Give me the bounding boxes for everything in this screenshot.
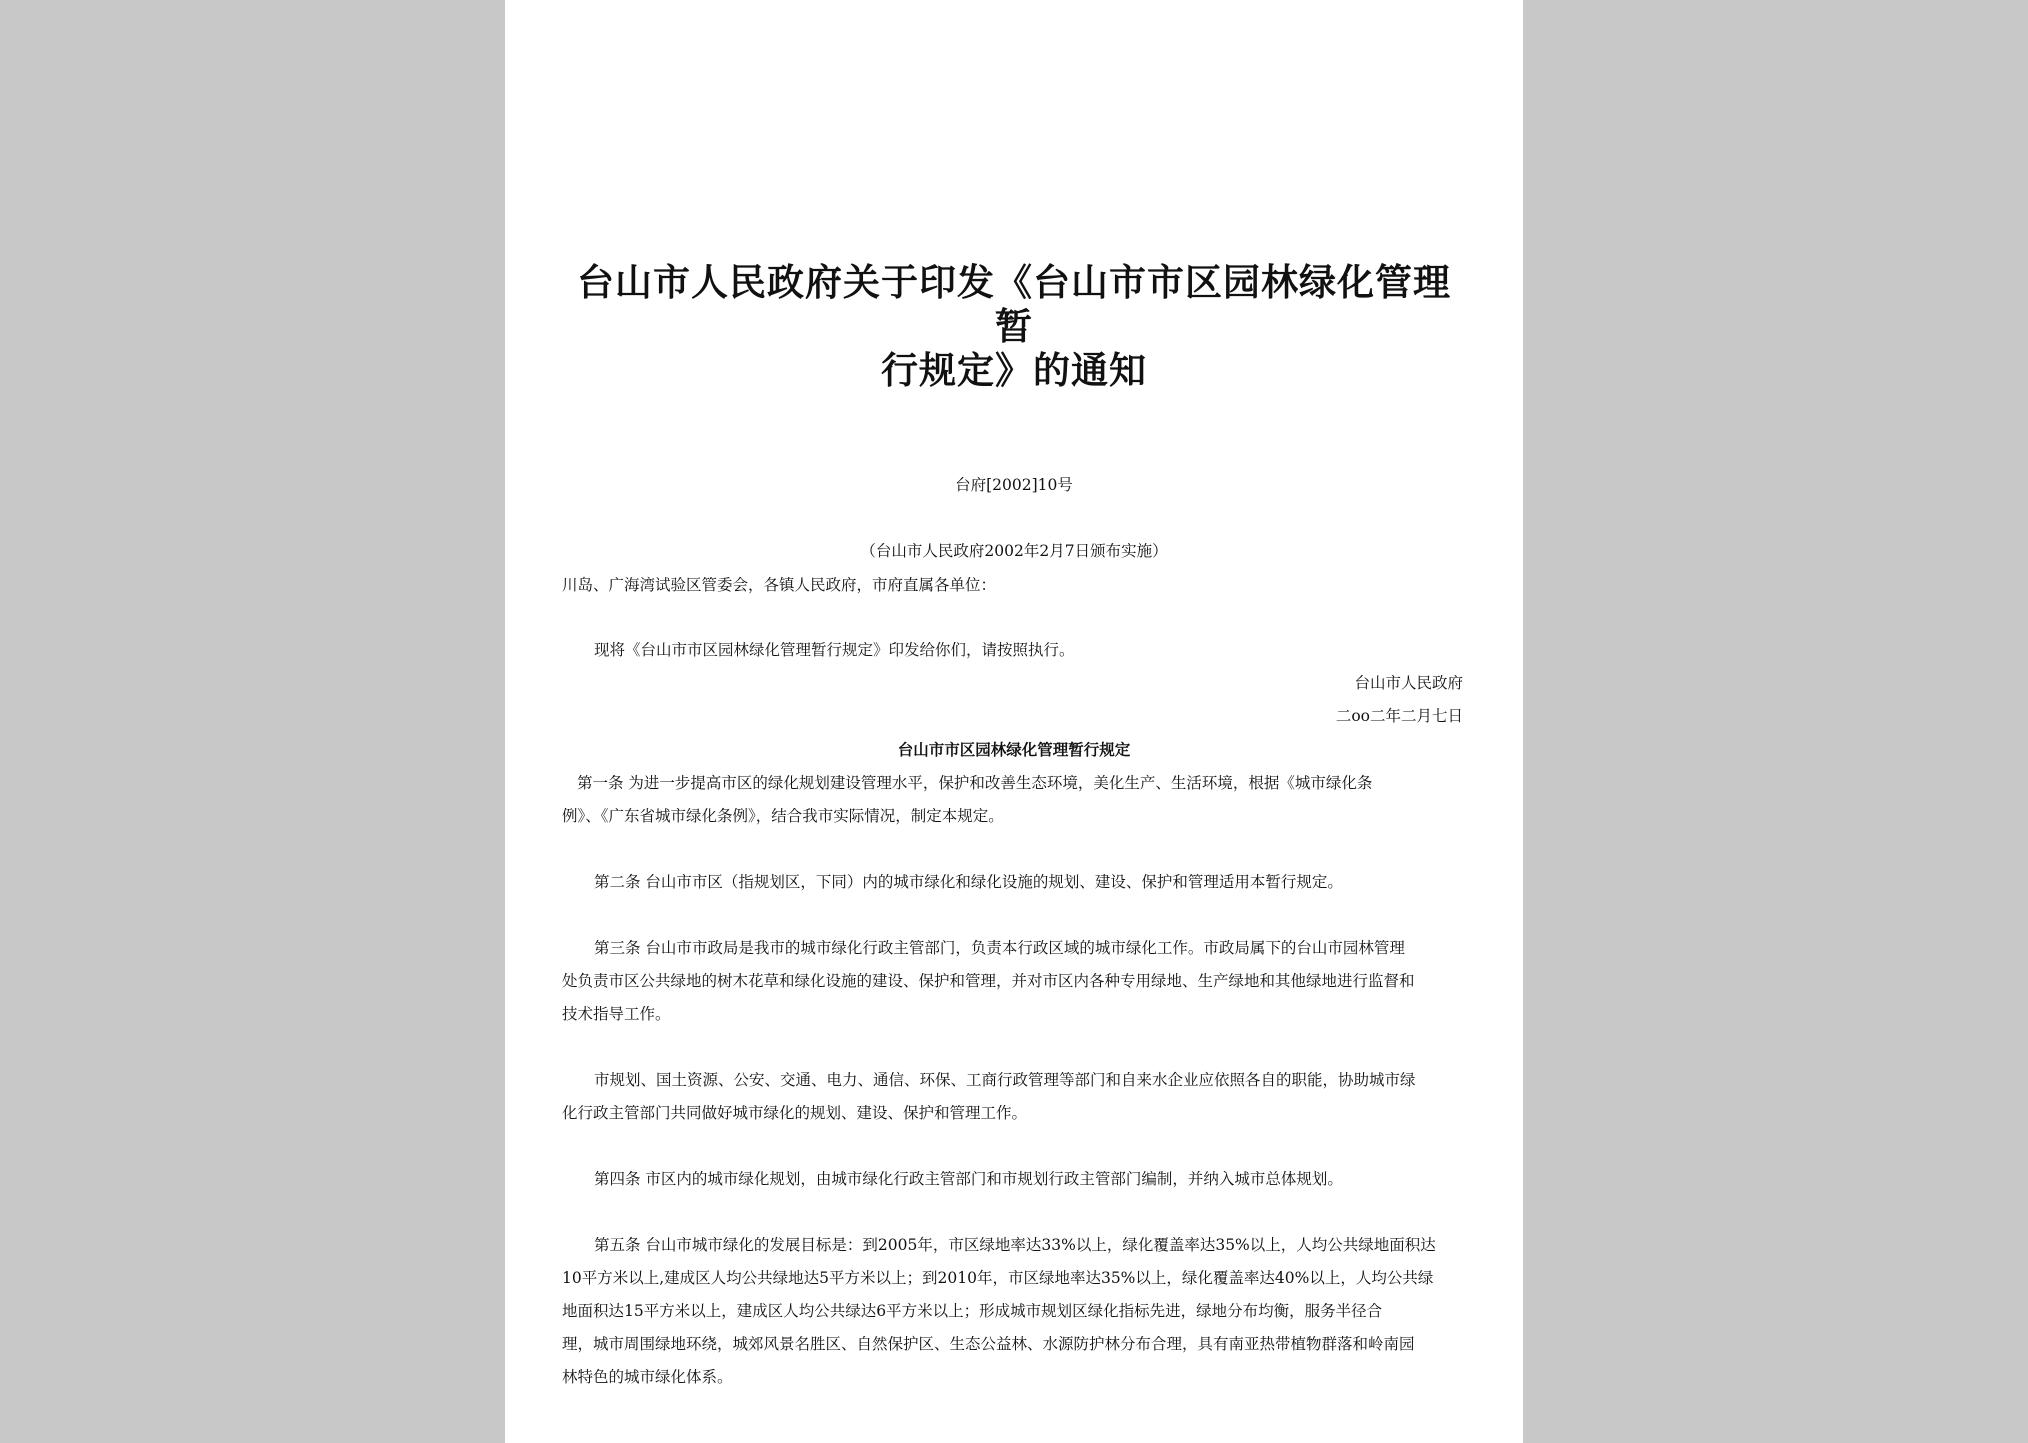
article-4: 第四条 市区内的城市绿化规划，由城市绿化行政主管部门和市规划行政主管部门编制，并纳入城市总体规划。 bbox=[594, 1170, 1343, 1188]
document-page bbox=[505, 0, 1523, 1443]
document-title bbox=[565, 260, 1463, 392]
document-number: 台府[2002]10号 bbox=[955, 476, 1073, 494]
title-line-1: 台山市人民政府关于印发《台山市市区园林绿化管理暂 bbox=[577, 260, 1451, 348]
signatory: 台山市人民政府 bbox=[1354, 674, 1463, 692]
sign-date: 二oo二年二月七日 bbox=[1335, 707, 1463, 725]
article-5-line-1: 第五条 台山市城市绿化的发展目标是：到2005年，市区绿地率达33%以上，绿化覆盖率达35%以上，人均公共绿地面积达 bbox=[594, 1236, 1436, 1254]
article-3-line-3: 技术指导工作。 bbox=[562, 1005, 671, 1023]
article-5-line-5: 林特色的城市绿化体系。 bbox=[562, 1368, 733, 1386]
paragraph-line-1: 市规划、国土资源、公安、交通、电力、通信、环保、工商行政管理等部门和自来水企业应依照各自的职能，协助城市绿 bbox=[594, 1071, 1416, 1089]
article-3-line-1: 第三条 台山市市政局是我市的城市绿化行政主管部门，负责本行政区域的城市绿化工作。市政局属下的台山市园林管理 bbox=[594, 939, 1405, 957]
issued-note: （台山市人民政府2002年2月7日颁布实施） bbox=[860, 542, 1168, 560]
article-3-line-2: 处负责市区公共绿地的树木花草和绿化设施的建设、保护和管理，并对市区内各种专用绿地、生产绿地和其他绿地进行监督和 bbox=[562, 972, 1415, 990]
article-1-line-2: 例》、《广东省城市绿化条例》，结合我市实际情况，制定本规定。 bbox=[562, 807, 1004, 825]
article-5-line-4: 理，城市周围绿地环绕，城郊风景名胜区、自然保护区、生态公益林、水源防护林分布合理，具有南亚热带植物群落和岭南园 bbox=[562, 1335, 1415, 1353]
article-5-line-2: 10平方米以上,建成区人均公共绿地达5平方米以上；到2010年，市区绿地率达35%以上，绿化覆盖率达40%以上，人均公共绿 bbox=[562, 1269, 1434, 1287]
notice-body: 现将《台山市市区园林绿化管理暂行规定》印发给你们，请按照执行。 bbox=[594, 641, 1075, 659]
article-2: 第二条 台山市市区（指规划区，下同）内的城市绿化和绿化设施的规划、建设、保护和管理适用本暂行规定。 bbox=[594, 873, 1343, 891]
article-1-line-1: 第一条 为进一步提高市区的绿化规划建设管理水平，保护和改善生态环境，美化生产、生活环境，根据《城市绿化条 bbox=[577, 774, 1373, 792]
article-5-line-3: 地面积达15平方米以上，建成区人均公共绿达6平方米以上；形成城市规划区绿化指标先进，绿地分布均衡，服务半径合 bbox=[562, 1302, 1383, 1320]
paragraph-line-2: 化行政主管部门共同做好城市绿化的规划、建设、保护和管理工作。 bbox=[562, 1104, 1028, 1122]
rules-title: 台山市市区园林绿化管理暂行规定 bbox=[897, 740, 1131, 759]
recipients: 川岛、广海湾试验区管委会，各镇人民政府，市府直属各单位： bbox=[562, 576, 997, 594]
title-line-2: 行规定》的通知 bbox=[881, 348, 1147, 392]
